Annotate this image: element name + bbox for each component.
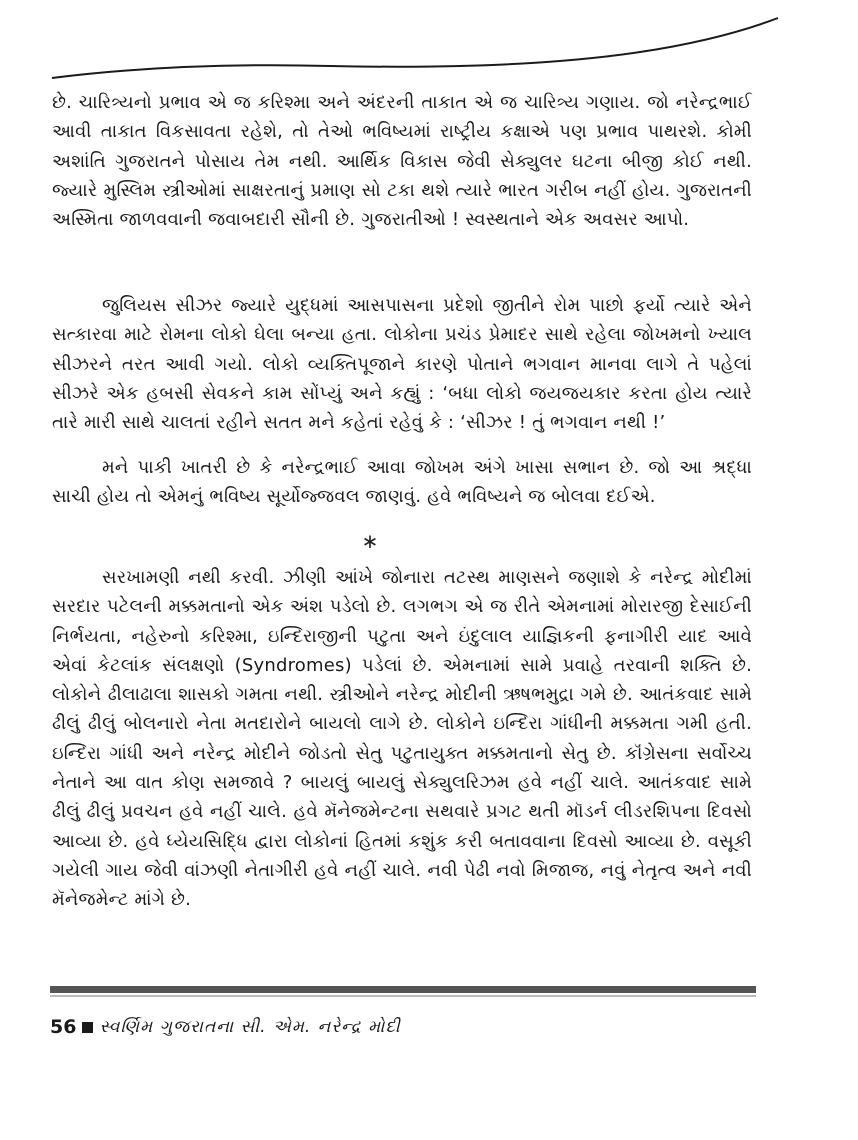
paragraph-character-charisma: છે. ચારિત્ર્યનો પ્રભાવ એ જ કરિશ્મા અને અંદરની તાકાત એ જ ચારિત્ર્ય ગણાય. જો નરેન્દ્રભાઈ આવી તાકાત વિકસાવતા રહેશે, તો તેઓ ભવિષ્યમાં રાષ્ટ્રીય કક્ષાએ પણ પ્રભાવ પાથરશે. કોમી અશાંતિ ગુજરાતને પોસાય તેમ નથી. આર્થિક વિકાસ જેવી સેક્યુલર ઘટના બીજી કોઈ નથી. જ્યારે મુસ્લિમ સ્ત્રીઓમાં સાક્ષરતાનું પ્રમાણ સો ટકા થશે ત્યારે ભારત ગરીબ નહીં હોય. ગુજરાતની અસ્મિતા જાળવવાની જવાબદારી સૌની છે. ગુજરાતીઓ ! સ્વસ્થતાને એક અવસર આપો.	[52, 92, 752, 231]
square-bullet-icon	[82, 1022, 93, 1033]
paragraph-future-belief: મને પાકી ખાતરી છે કે નરેન્દ્રભાઈ આવા જોખમ અંગે ખાસા સભાન છે. જો આ શ્રદ્ધા સાચી હોય તો એમનું ભવિષ્ય સૂર્યોજ્જવલ જાણવું. હવે ભવિષ્યને જ બોલવા દઈએ.	[52, 457, 752, 508]
paragraph-comparison-leadership: સરખામણી નથી કરવી. ઝીણી આંખે જોનારા તટસ્થ માણસને જણાશે કે નરેન્દ્ર મોદીમાં સરદાર પટેલની મક્કમતાનો એક અંશ પડેલો છે. લગભગ એ જ રીતે એમનામાં મોરારજી દેસાઈની નિર્ભયતા, નહેરુનો કરિશ્મા, ઇન્દિરાજીની પટુતા અને ઇંદુલાલ યાજ્ઞિકની ફનાગીરી યાદ આવે એવાં કેટલાંક સંલક્ષણો (Syndromes) પડેલાં છે. એમનામાં સામે પ્રવાહે તરવાની શક્તિ છે. લોકોને ઢીલાઢાલા શાસકો ગમતા નથી. સ્ત્રીઓને નરેન્દ્ર મોદીની ઋષભમુદ્રા ગમે છે. આતંકવાદ સામે ઢીલું ઢીલું બોલનારો નેતા મતદારોને બાયલો લાગે છે. લોકોને ઇન્દિરા ગાંધીની મક્કમતા ગમી હતી. ઇન્દિરા ગાંધી અને નરેન્દ્ર મોદીને જોડતો સેતુ પટુતાયુક્ત મક્કમતાનો સેતુ છે. કૉંગ્રેસના સર્વોચ્ચ નેતાને આ વાત કોણ સમજાવે ? બાયલું બાયલું સેક્યુલરિઝમ હવે નહીં ચાલે. આતંકવાદ સામે ઢીલું ઢીલું પ્રવચન હવે નહીં ચાલે. હવે મૅનેજમેન્ટના સથવારે પ્રગટ થતી મૉડર્ન લીડરશિપના દિવસો આવ્યા છે. હવે ધ્યેયસિદ્ધિ દ્વારા લોકોનાં હિતમાં કશુંક કરી બતાવવાના દિવસો આવ્યા છે. વસૂકી ગયેલી ગાય જેવી વાંઝણી નેતાગીરી હવે નહીં ચાલે. નવી પેઢી નવો મિજાજ, નવું નેતૃત્વ અને નવી મૅનેજમેન્ટ માંગે છે.	[52, 567, 752, 911]
footer-rule-secondary	[50, 995, 756, 997]
section-separator-asterisk: ∗	[361, 529, 379, 553]
page-number: 56	[50, 1016, 77, 1038]
book-title: સ્વર્ણિમ ગુજરાતના સી. એમ. નરેન્દ્ર મોદી	[99, 1017, 401, 1037]
paragraph-julius-caesar: જુલિયસ સીઝર જ્યારે યુદ્ધમાં આસપાસના પ્રદેશો જીતીને રોમ પાછો ફર્યો ત્યારે એને સત્કારવા માટે રોમના લોકો ઘેલા બન્યા હતા. લોકોના પ્રચંડ પ્રેમાદર સાથે રહેલા જોખમનો ખ્યાલ સીઝરને તરત આવી ગયો. લોકો વ્યક્તિપૂજાને કારણે પોતાને ભગવાન માનવા લાગે તે પહેલાં સીઝરે એક હબસી સેવકને કામ સોંપ્યું અને કહ્યું : ‘બધા લોકો જયજયકાર કરતા હોય ત્યારે તારે મારી સાથે ચાલતાં રહીને સતત મને કહેતાં રહેવું કે : ‘સીઝર ! તું ભગવાન નથી !’	[52, 295, 752, 434]
footer-rule	[50, 986, 756, 993]
header-decorative-curve	[0, 0, 858, 95]
page-footer	[50, 1012, 401, 1042]
